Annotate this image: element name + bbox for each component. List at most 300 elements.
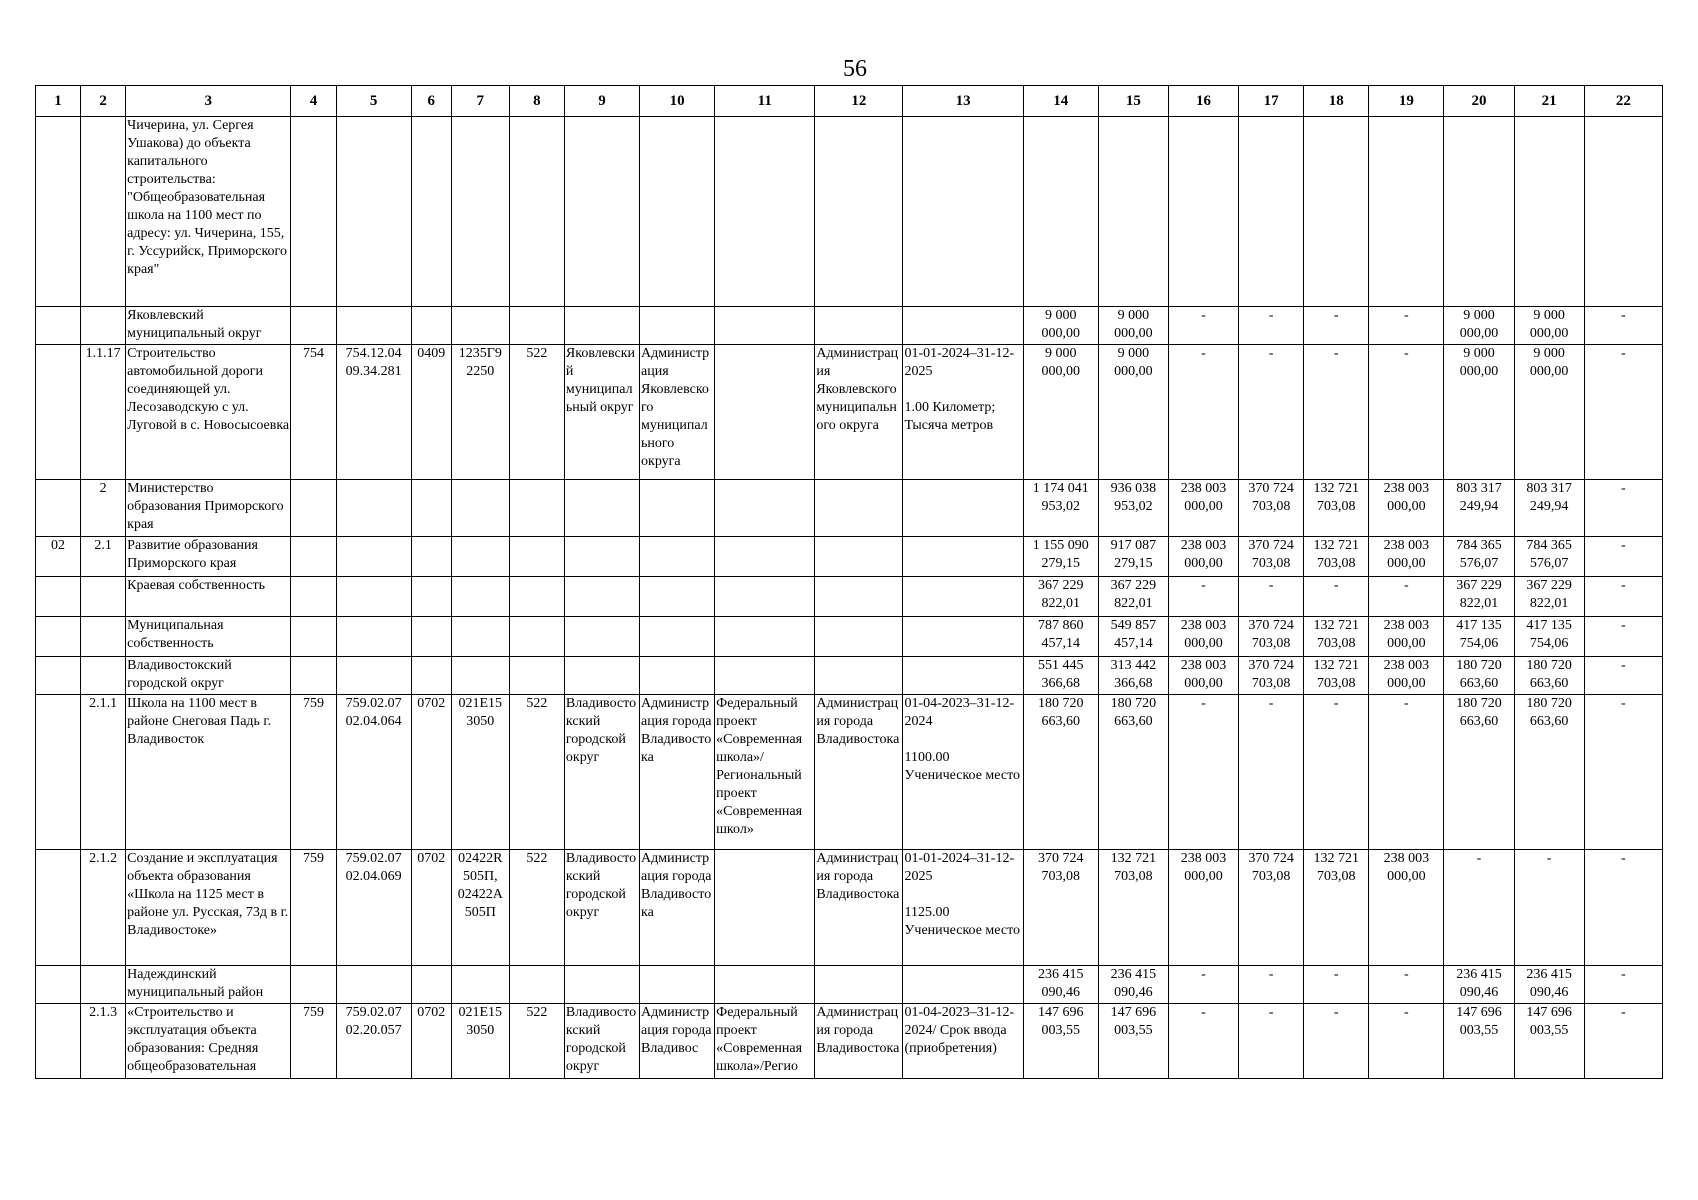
table-cell-col-5	[336, 966, 411, 1004]
table-cell-col-8: 522	[509, 850, 564, 966]
table-cell-col-1	[36, 345, 81, 480]
table-cell-col-22: -	[1584, 617, 1662, 657]
table-cell-col-6	[411, 537, 451, 577]
table-cell-col-7: 021Е15 3050	[451, 1004, 509, 1079]
table-cell-col-10: Администрация города Владивостока	[640, 850, 715, 966]
table-cell-col-9	[564, 657, 639, 695]
table-cell-col-15: 9 000 000,00	[1098, 345, 1168, 480]
table-row	[36, 1004, 1663, 1079]
table-cell-col-1	[36, 1004, 81, 1079]
header-cell-22: 22	[1584, 86, 1662, 117]
table-cell-col-6	[411, 307, 451, 345]
table-cell-col-15	[1098, 117, 1168, 307]
table-cell-col-6	[411, 966, 451, 1004]
table-cell-col-12: Администрация Яковлевского муниципального округа	[815, 345, 903, 480]
table-cell-col-15: 549 857 457,14	[1098, 617, 1168, 657]
table-cell-col-4	[291, 480, 336, 537]
table-cell-col-11	[715, 617, 815, 657]
table-cell-col-4	[291, 617, 336, 657]
table-cell-col-9: Владивостокский городской округ	[564, 695, 639, 850]
table-cell-col-21: 417 135 754,06	[1514, 617, 1584, 657]
table-cell-col-14: 1 155 090 279,15	[1023, 537, 1098, 577]
table-cell-col-17	[1239, 117, 1304, 307]
table-cell-col-10	[640, 480, 715, 537]
table-cell-col-18: 132 721 703,08	[1304, 850, 1369, 966]
table-cell-col-18: -	[1304, 695, 1369, 850]
table-cell-col-11: Федеральный проект «Современная школа»/Регио	[715, 1004, 815, 1079]
table-cell-col-11	[715, 577, 815, 617]
table-cell-col-18	[1304, 117, 1369, 307]
table-cell-col-5: 759.02.07 02.04.064	[336, 695, 411, 850]
table-cell-col-21: 180 720 663,60	[1514, 657, 1584, 695]
header-cell-4: 4	[291, 86, 336, 117]
header-cell-5: 5	[336, 86, 411, 117]
table-cell-col-5: 759.02.07 02.04.069	[336, 850, 411, 966]
table-cell-col-20: 180 720 663,60	[1444, 657, 1514, 695]
table-cell-col-12	[815, 480, 903, 537]
table-cell-col-10: Администрация города Владивостока	[640, 695, 715, 850]
table-cell-col-3: Развитие образования Приморского края	[126, 537, 291, 577]
table-cell-col-18: -	[1304, 577, 1369, 617]
table-cell-col-20: 9 000 000,00	[1444, 307, 1514, 345]
header-cell-20: 20	[1444, 86, 1514, 117]
table-cell-col-1	[36, 480, 81, 537]
table-cell-col-17: 370 724 703,08	[1239, 537, 1304, 577]
table-cell-col-1	[36, 117, 81, 307]
table-cell-col-18: 132 721 703,08	[1304, 617, 1369, 657]
header-cell-18: 18	[1304, 86, 1369, 117]
table-cell-col-15: 147 696 003,55	[1098, 1004, 1168, 1079]
table-cell-col-3: Строительство автомобильной дороги соединяющей ул. Лесозаводскую с ул. Луговой в с. Новосысоевка	[126, 345, 291, 480]
header-row	[36, 86, 1663, 117]
table-cell-col-10: Администрация города Владивос	[640, 1004, 715, 1079]
header-cell-3: 3	[126, 86, 291, 117]
table-cell-col-8	[509, 480, 564, 537]
table-cell-col-13	[903, 480, 1023, 537]
table-row	[36, 345, 1663, 480]
table-cell-col-13: 01-04-2023–31-12-2024 1100.00 Ученическое место	[903, 695, 1023, 850]
table-cell-col-2: 2.1.2	[81, 850, 126, 966]
table-cell-col-22: -	[1584, 577, 1662, 617]
table-body	[36, 86, 1663, 1079]
table-cell-col-4: 754	[291, 345, 336, 480]
table-row	[36, 117, 1663, 307]
table-cell-col-15: 236 415 090,46	[1098, 966, 1168, 1004]
table-cell-col-11	[715, 117, 815, 307]
table-cell-col-16: 238 003 000,00	[1168, 537, 1238, 577]
table-cell-col-2	[81, 966, 126, 1004]
table-cell-col-3: «Строительство и эксплуатация объекта образования: Средняя общеобразовательная	[126, 1004, 291, 1079]
table-cell-col-17: 370 724 703,08	[1239, 617, 1304, 657]
table-cell-col-6: 0409	[411, 345, 451, 480]
table-cell-col-6	[411, 617, 451, 657]
table-cell-col-1	[36, 850, 81, 966]
table-cell-col-14: 9 000 000,00	[1023, 345, 1098, 480]
table-cell-col-1	[36, 695, 81, 850]
table-cell-col-4	[291, 537, 336, 577]
table-cell-col-17: -	[1239, 1004, 1304, 1079]
table-cell-col-2: 2.1	[81, 537, 126, 577]
table-cell-col-15: 367 229 822,01	[1098, 577, 1168, 617]
table-cell-col-13: 01-01-2024–31-12-2025 1.00 Километр; Тысяча метров	[903, 345, 1023, 480]
table-row	[36, 695, 1663, 850]
table-cell-col-9	[564, 537, 639, 577]
table-cell-col-20: -	[1444, 850, 1514, 966]
table-row	[36, 966, 1663, 1004]
table-cell-col-20	[1444, 117, 1514, 307]
table-cell-col-12	[815, 577, 903, 617]
header-cell-16: 16	[1168, 86, 1238, 117]
table-cell-col-14: 1 174 041 953,02	[1023, 480, 1098, 537]
table-cell-col-6	[411, 480, 451, 537]
table-cell-col-16: -	[1168, 345, 1238, 480]
table-cell-col-16: -	[1168, 695, 1238, 850]
table-cell-col-21: 147 696 003,55	[1514, 1004, 1584, 1079]
table-cell-col-13	[903, 307, 1023, 345]
table-cell-col-11	[715, 537, 815, 577]
table-cell-col-18: 132 721 703,08	[1304, 480, 1369, 537]
table-cell-col-3: Чичерина, ул. Сергея Ушакова) до объекта капитального строительства: "Общеобразовательная школа на 1100 мест по адресу: ул. Чичерина, 155, г. Уссурийск, Приморского края"	[126, 117, 291, 307]
table-cell-col-21: 9 000 000,00	[1514, 345, 1584, 480]
table-cell-col-11	[715, 850, 815, 966]
table-cell-col-15: 9 000 000,00	[1098, 307, 1168, 345]
table-cell-col-21: 803 317 249,94	[1514, 480, 1584, 537]
header-cell-21: 21	[1514, 86, 1584, 117]
table-cell-col-12	[815, 966, 903, 1004]
header-cell-9: 9	[564, 86, 639, 117]
header-cell-12: 12	[815, 86, 903, 117]
table-cell-col-18: -	[1304, 307, 1369, 345]
table-cell-col-14: 551 445 366,68	[1023, 657, 1098, 695]
table-cell-col-2: 2.1.1	[81, 695, 126, 850]
table-cell-col-7: 021Е15 3050	[451, 695, 509, 850]
table-cell-col-5	[336, 657, 411, 695]
table-cell-col-9: Владивостокский городской округ	[564, 1004, 639, 1079]
table-cell-col-13	[903, 577, 1023, 617]
table-cell-col-22: -	[1584, 657, 1662, 695]
table-cell-col-16: -	[1168, 966, 1238, 1004]
table-cell-col-1	[36, 307, 81, 345]
table-cell-col-10	[640, 537, 715, 577]
table-cell-col-16: 238 003 000,00	[1168, 480, 1238, 537]
table-cell-col-19: 238 003 000,00	[1369, 480, 1444, 537]
table-cell-col-18: 132 721 703,08	[1304, 657, 1369, 695]
table-cell-col-21: 236 415 090,46	[1514, 966, 1584, 1004]
header-cell-11: 11	[715, 86, 815, 117]
table-cell-col-20: 180 720 663,60	[1444, 695, 1514, 850]
table-cell-col-4	[291, 307, 336, 345]
table-cell-col-4	[291, 657, 336, 695]
table-cell-col-19: -	[1369, 345, 1444, 480]
table-cell-col-21: 180 720 663,60	[1514, 695, 1584, 850]
table-cell-col-17: 370 724 703,08	[1239, 480, 1304, 537]
table-cell-col-11	[715, 307, 815, 345]
table-cell-col-17: 370 724 703,08	[1239, 657, 1304, 695]
table-cell-col-20: 784 365 576,07	[1444, 537, 1514, 577]
table-cell-col-9	[564, 577, 639, 617]
table-cell-col-2	[81, 577, 126, 617]
table-cell-col-13: 01-04-2023–31-12-2024/ Срок ввода (приобретения)	[903, 1004, 1023, 1079]
table-cell-col-11: Федеральный проект «Современная школа»/Региональный проект «Современная школ»	[715, 695, 815, 850]
table-cell-col-8	[509, 617, 564, 657]
table-cell-col-17: -	[1239, 577, 1304, 617]
table-cell-col-3: Краевая собственность	[126, 577, 291, 617]
table-cell-col-17: -	[1239, 966, 1304, 1004]
page-number: 56	[843, 56, 867, 82]
table-cell-col-9	[564, 480, 639, 537]
table-cell-col-7: 1235Г9 2250	[451, 345, 509, 480]
table-cell-col-15: 132 721 703,08	[1098, 850, 1168, 966]
table-cell-col-21	[1514, 117, 1584, 307]
table-cell-col-13	[903, 617, 1023, 657]
table-cell-col-10	[640, 966, 715, 1004]
table-cell-col-13: 01-01-2024–31-12-2025 1125.00 Ученическое место	[903, 850, 1023, 966]
table-cell-col-10: Администрация Яковлевского муниципального округа	[640, 345, 715, 480]
table-cell-col-8: 522	[509, 695, 564, 850]
table-cell-col-7	[451, 480, 509, 537]
table-cell-col-5	[336, 117, 411, 307]
table-cell-col-2	[81, 617, 126, 657]
table-cell-col-8: 522	[509, 345, 564, 480]
table-cell-col-15: 313 442 366,68	[1098, 657, 1168, 695]
table-cell-col-12: Администрация города Владивостока	[815, 1004, 903, 1079]
table-cell-col-17: -	[1239, 695, 1304, 850]
table-cell-col-20: 803 317 249,94	[1444, 480, 1514, 537]
table-cell-col-6	[411, 117, 451, 307]
table-cell-col-6	[411, 577, 451, 617]
table-cell-col-12: Администрация города Владивостока	[815, 695, 903, 850]
table-cell-col-9	[564, 966, 639, 1004]
table-cell-col-7	[451, 307, 509, 345]
table-cell-col-19: 238 003 000,00	[1369, 850, 1444, 966]
table-cell-col-14: 236 415 090,46	[1023, 966, 1098, 1004]
table-cell-col-20: 147 696 003,55	[1444, 1004, 1514, 1079]
table-cell-col-12	[815, 617, 903, 657]
table-cell-col-2: 1.1.17	[81, 345, 126, 480]
table-cell-col-21: 367 229 822,01	[1514, 577, 1584, 617]
table-cell-col-7	[451, 657, 509, 695]
table-cell-col-19	[1369, 117, 1444, 307]
table-cell-col-1	[36, 617, 81, 657]
table-cell-col-14: 787 860 457,14	[1023, 617, 1098, 657]
table-row	[36, 850, 1663, 966]
table-cell-col-19: -	[1369, 695, 1444, 850]
table-row	[36, 537, 1663, 577]
table-cell-col-7	[451, 537, 509, 577]
table-cell-col-21: 9 000 000,00	[1514, 307, 1584, 345]
table-cell-col-12: Администрация города Владивостока	[815, 850, 903, 966]
table-cell-col-22: -	[1584, 345, 1662, 480]
table-cell-col-3: Школа на 1100 мест в районе Снеговая Падь г. Владивосток	[126, 695, 291, 850]
table-cell-col-19: 238 003 000,00	[1369, 537, 1444, 577]
table-cell-col-4	[291, 577, 336, 617]
table-cell-col-22: -	[1584, 1004, 1662, 1079]
table-cell-col-8	[509, 117, 564, 307]
table-cell-col-11	[715, 657, 815, 695]
table-cell-col-16: -	[1168, 307, 1238, 345]
table-cell-col-1	[36, 657, 81, 695]
header-cell-14: 14	[1023, 86, 1098, 117]
table-cell-col-3: Надеждинский муниципальный район	[126, 966, 291, 1004]
table-cell-col-5	[336, 617, 411, 657]
table-cell-col-1	[36, 966, 81, 1004]
table-cell-col-7	[451, 966, 509, 1004]
table-cell-col-14: 367 229 822,01	[1023, 577, 1098, 617]
table-row	[36, 577, 1663, 617]
table-cell-col-3: Муниципальная собственность	[126, 617, 291, 657]
budget-table	[35, 85, 1663, 1079]
table-cell-col-12	[815, 537, 903, 577]
table-cell-col-8	[509, 537, 564, 577]
table-cell-col-2	[81, 657, 126, 695]
table-cell-col-22: -	[1584, 307, 1662, 345]
table-cell-col-12	[815, 657, 903, 695]
table-cell-col-14	[1023, 117, 1098, 307]
table-cell-col-7	[451, 577, 509, 617]
table-cell-col-21: 784 365 576,07	[1514, 537, 1584, 577]
table-cell-col-1	[36, 577, 81, 617]
table-cell-col-19: -	[1369, 1004, 1444, 1079]
table-cell-col-8	[509, 577, 564, 617]
table-cell-col-10	[640, 657, 715, 695]
table-cell-col-10	[640, 117, 715, 307]
table-cell-col-5	[336, 537, 411, 577]
header-cell-6: 6	[411, 86, 451, 117]
header-cell-10: 10	[640, 86, 715, 117]
table-cell-col-20: 367 229 822,01	[1444, 577, 1514, 617]
table-cell-col-4	[291, 117, 336, 307]
table-cell-col-3: Создание и эксплуатация объекта образования «Школа на 1125 мест в районе ул. Русская, 73д в г. Владивостоке»	[126, 850, 291, 966]
table-cell-col-11	[715, 345, 815, 480]
header-cell-1: 1	[36, 86, 81, 117]
table-cell-col-5: 754.12.04 09.34.281	[336, 345, 411, 480]
table-cell-col-19: -	[1369, 307, 1444, 345]
table-cell-col-17: 370 724 703,08	[1239, 850, 1304, 966]
table-cell-col-1: 02	[36, 537, 81, 577]
table-cell-col-6	[411, 657, 451, 695]
table-cell-col-16: 238 003 000,00	[1168, 657, 1238, 695]
table-cell-col-14: 9 000 000,00	[1023, 307, 1098, 345]
table-cell-col-12	[815, 117, 903, 307]
table-cell-col-21: -	[1514, 850, 1584, 966]
table-cell-col-20: 236 415 090,46	[1444, 966, 1514, 1004]
table-cell-col-10	[640, 617, 715, 657]
table-cell-col-17: -	[1239, 307, 1304, 345]
table-cell-col-19: 238 003 000,00	[1369, 657, 1444, 695]
table-cell-col-9: Владивостокский городской округ	[564, 850, 639, 966]
table-cell-col-20: 417 135 754,06	[1444, 617, 1514, 657]
table-cell-col-19: -	[1369, 966, 1444, 1004]
table-cell-col-7	[451, 117, 509, 307]
table-cell-col-20: 9 000 000,00	[1444, 345, 1514, 480]
table-cell-col-16: -	[1168, 577, 1238, 617]
table-cell-col-5	[336, 480, 411, 537]
table-cell-col-16: -	[1168, 1004, 1238, 1079]
table-cell-col-16: 238 003 000,00	[1168, 617, 1238, 657]
table-cell-col-5	[336, 577, 411, 617]
table-row	[36, 657, 1663, 695]
table-cell-col-9	[564, 617, 639, 657]
table-cell-col-15: 936 038 953,02	[1098, 480, 1168, 537]
table-cell-col-14: 180 720 663,60	[1023, 695, 1098, 850]
table-row	[36, 480, 1663, 537]
table-cell-col-6: 0702	[411, 695, 451, 850]
table-cell-col-9: Яковлевский муниципальный округ	[564, 345, 639, 480]
table-cell-col-4: 759	[291, 1004, 336, 1079]
table-cell-col-13	[903, 117, 1023, 307]
header-cell-2: 2	[81, 86, 126, 117]
table-cell-col-7	[451, 617, 509, 657]
table-cell-col-22: -	[1584, 480, 1662, 537]
table-cell-col-4: 759	[291, 695, 336, 850]
table-cell-col-16	[1168, 117, 1238, 307]
table-cell-col-14: 370 724 703,08	[1023, 850, 1098, 966]
table-cell-col-11	[715, 966, 815, 1004]
table-cell-col-10	[640, 307, 715, 345]
table-cell-col-2: 2	[81, 480, 126, 537]
table-cell-col-13	[903, 657, 1023, 695]
table-cell-col-3: Владивостокский городской округ	[126, 657, 291, 695]
table-cell-col-11	[715, 480, 815, 537]
table-cell-col-2: 2.1.3	[81, 1004, 126, 1079]
table-cell-col-22: -	[1584, 537, 1662, 577]
table-cell-col-8: 522	[509, 1004, 564, 1079]
table-cell-col-9	[564, 307, 639, 345]
table-cell-col-5	[336, 307, 411, 345]
header-cell-15: 15	[1098, 86, 1168, 117]
table-cell-col-22: -	[1584, 850, 1662, 966]
table-cell-col-14: 147 696 003,55	[1023, 1004, 1098, 1079]
table-cell-col-22: -	[1584, 695, 1662, 850]
table-cell-col-15: 917 087 279,15	[1098, 537, 1168, 577]
table-cell-col-18: -	[1304, 345, 1369, 480]
table-cell-col-19: 238 003 000,00	[1369, 617, 1444, 657]
table-cell-col-8	[509, 966, 564, 1004]
table-cell-col-19: -	[1369, 577, 1444, 617]
table-cell-col-7: 02422R 505П, 02422А 505П	[451, 850, 509, 966]
table-cell-col-6: 0702	[411, 1004, 451, 1079]
table-cell-col-6: 0702	[411, 850, 451, 966]
table-cell-col-18: -	[1304, 966, 1369, 1004]
table-cell-col-3: Яковлевский муниципальный округ	[126, 307, 291, 345]
table-cell-col-15: 180 720 663,60	[1098, 695, 1168, 850]
table-cell-col-13	[903, 537, 1023, 577]
table-cell-col-4	[291, 966, 336, 1004]
table-row	[36, 307, 1663, 345]
table-cell-col-2	[81, 117, 126, 307]
table-row	[36, 617, 1663, 657]
header-cell-13: 13	[903, 86, 1023, 117]
table-cell-col-22: -	[1584, 966, 1662, 1004]
header-cell-17: 17	[1239, 86, 1304, 117]
table-cell-col-16: 238 003 000,00	[1168, 850, 1238, 966]
table-cell-col-13	[903, 966, 1023, 1004]
table-cell-col-17: -	[1239, 345, 1304, 480]
table-cell-col-8	[509, 657, 564, 695]
table-cell-col-22	[1584, 117, 1662, 307]
table-cell-col-12	[815, 307, 903, 345]
table-cell-col-18: -	[1304, 1004, 1369, 1079]
table-cell-col-2	[81, 307, 126, 345]
table-cell-col-8	[509, 307, 564, 345]
table-cell-col-9	[564, 117, 639, 307]
header-cell-8: 8	[509, 86, 564, 117]
table-cell-col-3: Министерство образования Приморского края	[126, 480, 291, 537]
header-cell-7: 7	[451, 86, 509, 117]
table-cell-col-4: 759	[291, 850, 336, 966]
header-cell-19: 19	[1369, 86, 1444, 117]
table-cell-col-10	[640, 577, 715, 617]
